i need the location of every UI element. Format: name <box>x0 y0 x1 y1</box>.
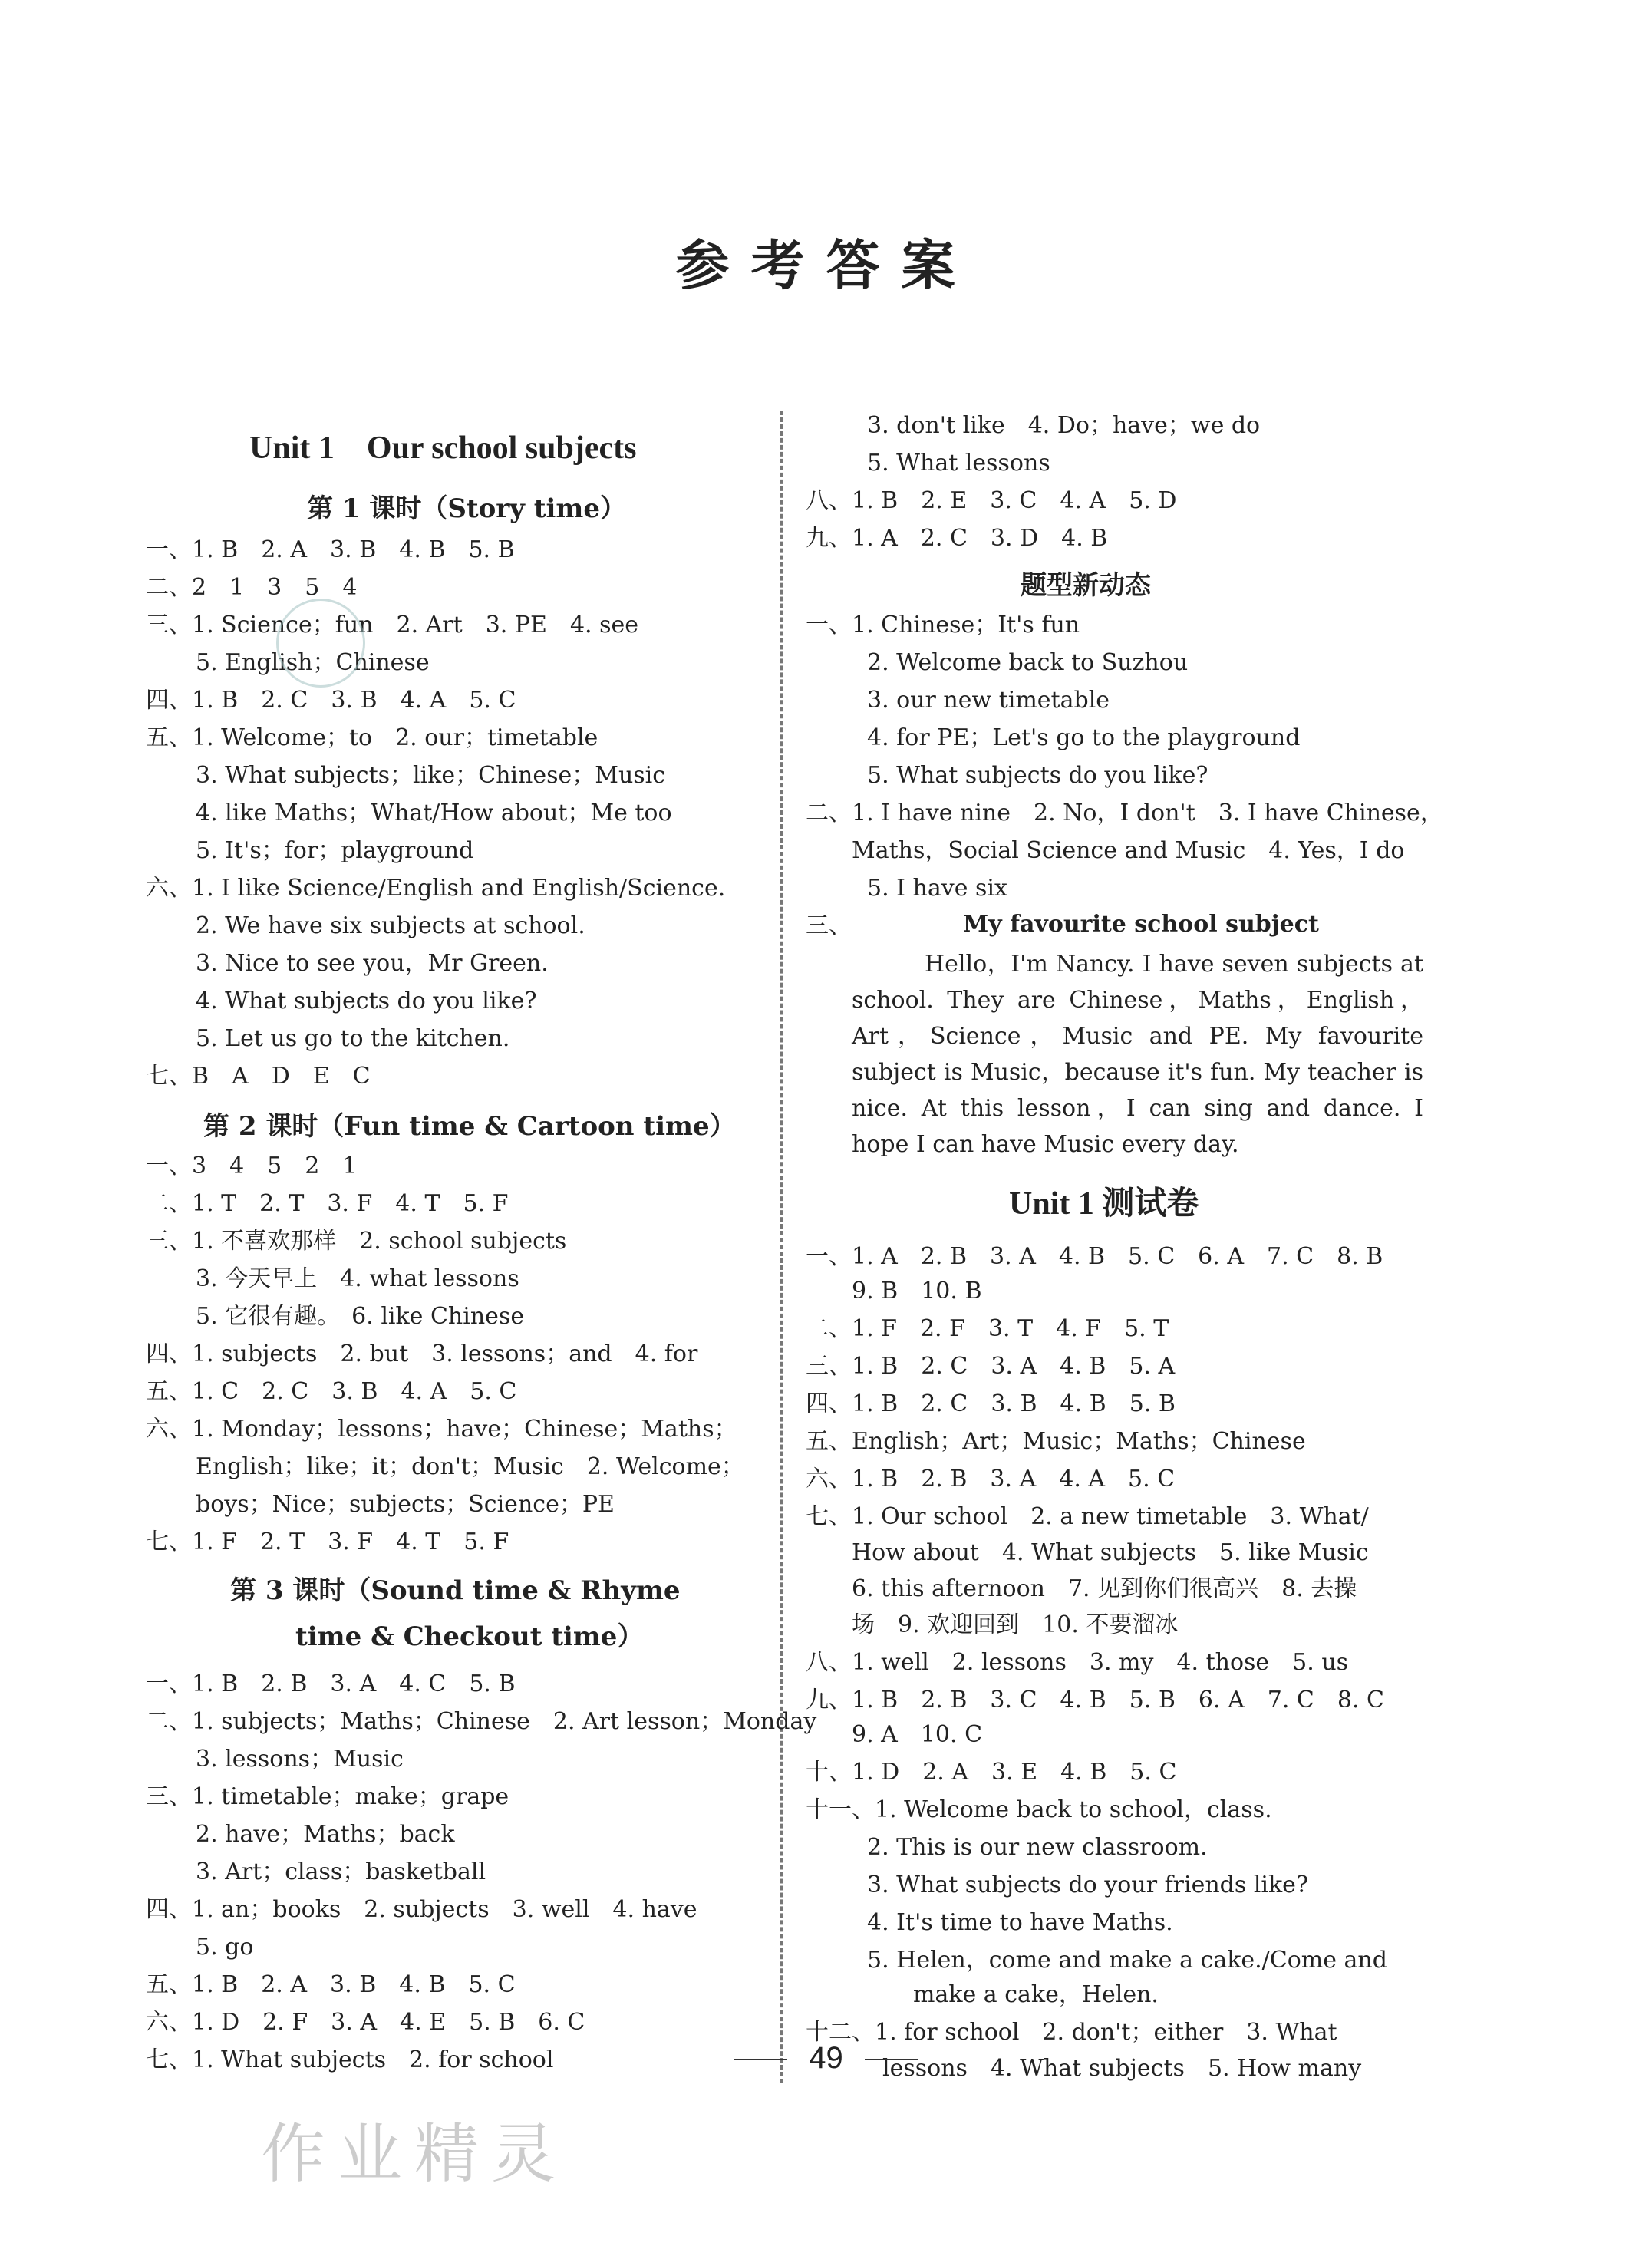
answer-line: 2. Welcome back to Suzhou <box>867 649 1189 676</box>
answer-line: 5. 它很有趣。 6. like Chinese <box>196 1303 525 1330</box>
answer-line: English；like；it；don't；Music 2. Welcome； <box>196 1453 744 1480</box>
answer-line: 3. What subjects；like；Chinese；Music <box>196 762 666 789</box>
answer-line: 二、1. F 2. F 3. T 4. F 5. T <box>806 1315 1169 1342</box>
answer-line: 二、1. I have nine 2. No，I don't 3. I have Chinese， <box>806 800 1443 826</box>
answer-line: 十、1. D 2. A 3. E 4. B 5. C <box>806 1759 1177 1786</box>
answer-line: 四、1. an；books 2. subjects 3. well 4. have <box>146 1896 697 1923</box>
answer-line: 5. I have six <box>867 875 1007 902</box>
answer-line: How about 4. What subjects 5. like Music <box>852 1539 1369 1566</box>
answer-line: 二、1. subjects；Maths；Chinese 2. Art lesson；Monday <box>146 1708 817 1735</box>
answer-line: 二、1. T 2. T 3. F 4. T 5. F <box>146 1190 509 1217</box>
lesson-1-title: 第 1 课时（Story time） <box>307 493 627 524</box>
answer-line: 五、1. B 2. A 3. B 4. B 5. C <box>146 1971 516 1998</box>
answer-line: 一、1. A 2. B 3. A 4. B 5. C 6. A 7. C 8. B <box>806 1243 1383 1270</box>
test-title: Unit 1 测试卷 <box>1009 1186 1199 1222</box>
answer-line: 5. Let us go to the kitchen. <box>196 1025 510 1052</box>
lesson-3-title-cont: time & Checkout time） <box>295 1621 644 1652</box>
answer-line: 三、 <box>806 912 852 939</box>
answer-line: 5. go <box>196 1934 254 1961</box>
lesson-3-title: 第 3 课时（Sound time & Rhyme <box>230 1575 681 1606</box>
watermark: 作业精灵 <box>261 2116 569 2192</box>
answer-line: 3. 今天早上 4. what lessons <box>196 1265 519 1292</box>
answer-line: 5. English；Chinese <box>196 649 430 676</box>
answer-line: 一、1. Chinese；It's fun <box>806 612 1080 638</box>
answer-line: 七、1. What subjects 2. for school <box>146 2046 554 2073</box>
answer-line: 5. What lessons <box>867 450 1050 477</box>
essay-text: Hello，I'm Nancy. I have seven subjects at school. They are Chinese，Maths，English，Art，Science，Music and PE. My favourite subject is Music，because it's fun. My teacher is nice. At this lesson，I can sing and dance. I hope I can have Music every day. <box>852 951 1423 1158</box>
answer-line: 9. B 10. B <box>852 1278 982 1304</box>
answer-line: 七、1. Our school 2. a new timetable 3. What/ <box>806 1503 1369 1530</box>
answer-line: 3. What subjects do your friends like? <box>867 1872 1309 1898</box>
answer-line: 五、1. Welcome；to 2. our；timetable <box>146 724 598 751</box>
answer-line: 九、1. B 2. B 3. C 4. B 5. B 6. A 7. C 8. C <box>806 1687 1384 1713</box>
answer-line: Maths，Social Science and Music 4. Yes，I do <box>852 837 1405 864</box>
answer-line: 七、B A D E C <box>146 1063 371 1090</box>
answer-line: 3. Nice to see you，Mr Green. <box>196 950 549 977</box>
answer-line: 三、1. timetable；make；grape <box>146 1783 509 1810</box>
page-number <box>0 2041 1652 2076</box>
unit-title: Unit 1 Our school subjects <box>249 430 637 466</box>
answer-line: 五、English；Art；Music；Maths；Chinese <box>806 1428 1306 1455</box>
answer-line: 八、1. well 2. lessons 3. my 4. those 5. us <box>806 1649 1349 1676</box>
lesson-2-title: 第 2 课时（Fun time & Cartoon time） <box>203 1111 736 1142</box>
answer-line: 十二、1. for school 2. don't；either 3. What <box>806 2019 1337 2046</box>
answer-line: 八、1. B 2. E 3. C 4. A 5. D <box>806 487 1177 514</box>
answer-line: 三、1. B 2. C 3. A 4. B 5. A <box>806 1353 1176 1380</box>
column-divider <box>780 411 783 2083</box>
answer-line: 3. don't like 4. Do；have；we do <box>867 412 1261 439</box>
answer-line: make a cake，Helen. <box>913 1981 1159 2008</box>
answer-line: 6. this afternoon 7. 见到你们很高兴 8. 去操 <box>852 1575 1357 1602</box>
answer-line: 七、1. F 2. T 3. F 4. T 5. F <box>146 1529 509 1555</box>
answer-line: 四、1. subjects 2. but 3. lessons；and 4. for <box>146 1341 698 1367</box>
answer-line: 六、1. I like Science/English and English/Science. <box>146 875 726 902</box>
answer-line: 4. It's time to have Maths. <box>867 1909 1173 1936</box>
answer-line: 九、1. A 2. C 3. D 4. B <box>806 525 1108 552</box>
answer-line: lessons 4. What subjects 5. How many <box>882 2055 1362 2082</box>
answer-line: 4. for PE；Let's go to the playground <box>867 724 1301 751</box>
answer-line: 六、1. B 2. B 3. A 4. A 5. C <box>806 1466 1176 1492</box>
answer-line: 3. Art；class；basketball <box>196 1858 486 1885</box>
page-number-value: 49 <box>809 2041 843 2075</box>
new-types-title: 题型新动态 <box>1021 570 1151 601</box>
answer-line: 六、1. D 2. F 3. A 4. E 5. B 6. C <box>146 2009 585 2036</box>
answer-line: 3. our new timetable <box>867 687 1110 714</box>
page-number-dash-right <box>865 2059 918 2060</box>
answer-line: 一、3 4 5 2 1 <box>146 1153 358 1179</box>
answer-line: 五、1. C 2. C 3. B 4. A 5. C <box>146 1378 517 1405</box>
essay-title: My favourite school subject <box>963 911 1319 938</box>
answer-line: 二、2 1 3 5 4 <box>146 574 358 601</box>
answer-line: 一、1. B 2. A 3. B 4. B 5. B <box>146 536 515 563</box>
answer-line: 9. A 10. C <box>852 1721 983 1748</box>
answer-line: 四、1. B 2. C 3. B 4. B 5. B <box>806 1390 1176 1417</box>
answer-line: 六、1. Monday；lessons；have；Chinese；Maths； <box>146 1416 737 1443</box>
answer-line: 2. This is our new classroom. <box>867 1834 1208 1861</box>
answer-line: 三、1. Science；fun 2. Art 3. PE 4. see <box>146 612 639 638</box>
page-number-dash-left <box>734 2059 787 2060</box>
answer-line: 场 9. 欢迎回到 10. 不要溜冰 <box>852 1611 1179 1638</box>
answer-line: 十一、1. Welcome back to school，class. <box>806 1796 1272 1823</box>
answer-line: 2. have；Maths；back <box>196 1821 455 1848</box>
answer-line: 3. lessons；Music <box>196 1746 404 1773</box>
answer-line: 4. What subjects do you like? <box>196 988 537 1014</box>
answer-line: 一、1. B 2. B 3. A 4. C 5. B <box>146 1670 516 1697</box>
answer-line: boys；Nice；subjects；Science；PE <box>196 1491 615 1518</box>
answer-line: 5. Helen，come and make a cake./Come and <box>867 1947 1387 1974</box>
answer-line: 三、1. 不喜欢那样 2. school subjects <box>146 1228 567 1255</box>
answer-line: 2. We have six subjects at school. <box>196 912 585 939</box>
answer-line: 四、1. B 2. C 3. B 4. A 5. C <box>146 687 516 714</box>
answer-line: 5. It's；for；playground <box>196 837 474 864</box>
answer-line: 4. like Maths；What/How about；Me too <box>196 800 672 826</box>
answer-line: 5. What subjects do you like? <box>867 762 1208 789</box>
seal-stamp <box>276 599 365 688</box>
page-title: 参考答案 <box>675 234 977 297</box>
